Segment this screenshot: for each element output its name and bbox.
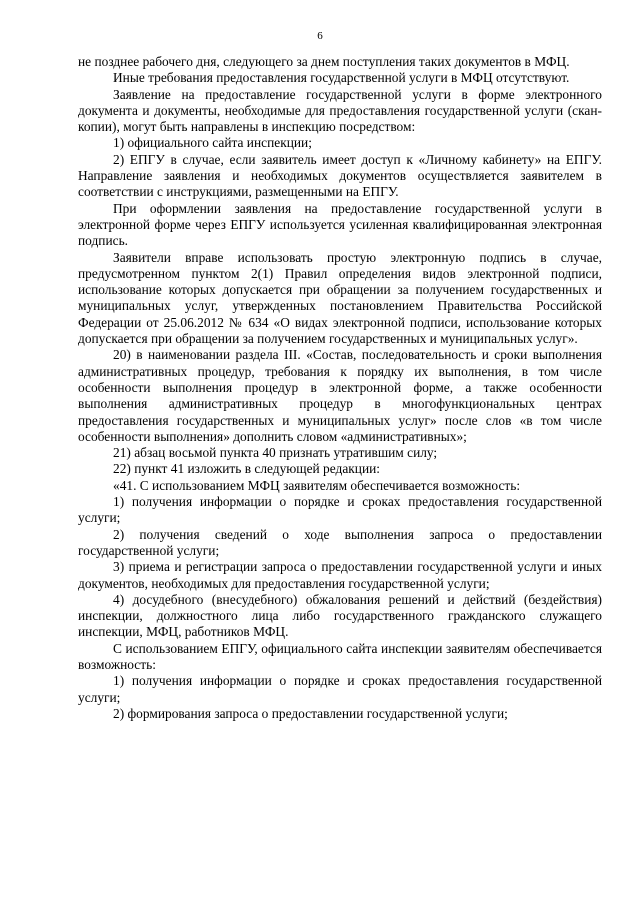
paragraph: Заявители вправе использовать простую электронную подпись в случае, предусмотренном пунктом 2(1) Правил определения видов электронной подписи, использование которых допускается при обращении за получением государственных и муниципальных услуг, утвержденных постановлением Правительства Российской Федерации от 25.06.2012 № 634 «О видах электронной подписи, использование которых допускается при обращении за получением государственных и муниципальных услуг».: [78, 249, 602, 347]
amendment-item: 20) в наименовании раздела III. «Состав, последовательность и сроки выполнения административных процедур, требования к порядку их выполнения, в том числе особенности выполнения процедур в электронной форме, а также особенности выполнения административных процедур в многофункциональных центрах предоставления государственных и муниципальных услуг» после слов «в том числе особенности выполнения» дополнить словом «административных»;: [78, 347, 602, 444]
paragraph: При оформлении заявления на предоставление государственной услуги в электронной форме через ЕПГУ используется усиленная квалифицированная электронная подпись.: [78, 200, 602, 249]
document-body: [78, 54, 602, 722]
paragraph: не позднее рабочего дня, следующего за днем поступления таких документов в МФЦ.: [78, 54, 570, 69]
list-item: 1) официального сайта инспекции;: [113, 135, 312, 151]
paragraph: Заявление на предоставление государственной услуги в форме электронного документа и документы, необходимые для предоставления государственной услуги (скан-копии), могут быть направлены в инспекцию посредством:: [78, 86, 602, 135]
paragraph: «41. С использованием МФЦ заявителям обеспечивается возможность:: [113, 477, 521, 493]
paragraph: С использованием ЕПГУ, официального сайта инспекции заявителям обеспечивается возможность:: [78, 640, 602, 672]
list-item: 1) получения информации о порядке и сроках предоставления государственной услуги;: [78, 673, 602, 705]
amendment-item: 22) пункт 41 изложить в следующей редакции:: [113, 461, 381, 477]
list-item: 2) получения сведений о ходе выполнения запроса о предоставлении государственной услуги;: [78, 526, 602, 558]
paragraph: Иные требования предоставления государственной услуги в МФЦ отсутствуют.: [113, 70, 570, 86]
amendment-item: 21) абзац восьмой пункта 40 признать утратившим силу;: [113, 445, 438, 461]
list-item: 1) получения информации о порядке и сроках предоставления государственной услуги;: [78, 494, 602, 526]
list-item: 3) приема и регистрации запроса о предоставлении государственной услуги и иных документов, необходимых для предоставления государственной услуги;: [78, 559, 602, 591]
list-item: 4) досудебного (внесудебного) обжалования решений и действий (бездействия) инспекции, должностного лица либо государственного гражданского служащего инспекции, МФЦ, работников МФЦ.: [78, 591, 602, 640]
list-item: 2) ЕПГУ в случае, если заявитель имеет доступ к «Личному кабинету» на ЕПГУ. Направление заявления и необходимых документов осуществляется заявителем в соответствии с инструкциями, размещенными на ЕПГУ.: [78, 151, 602, 200]
page-number: 6: [317, 30, 323, 42]
list-item: 2) формирования запроса о предоставлении государственной услуги;: [113, 705, 508, 721]
